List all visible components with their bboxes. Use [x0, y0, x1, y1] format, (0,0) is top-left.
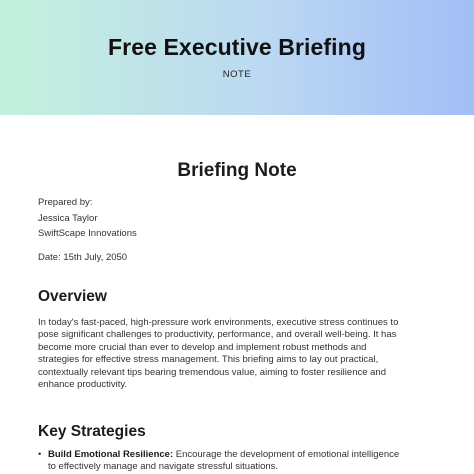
strategies-heading: Key Strategies — [38, 423, 146, 440]
strategy-text-continued: to effectively manage and navigate stressful situations. — [48, 461, 279, 473]
document-title: Briefing Note — [177, 160, 297, 181]
prepared-by-label: Prepared by: — [38, 197, 93, 208]
overview-line: enhance productivity. — [38, 379, 128, 391]
overview-line: contextually relevant tips bearing tremendous value, aiming to foster resilience and — [38, 366, 386, 378]
overview-line: become more crucial than ever to develop and implement robust methods and — [38, 341, 367, 353]
author-name: Jessica Taylor — [38, 212, 98, 224]
strategy-text: Encourage the development of emotional intelligence — [173, 449, 400, 460]
overview-line: strategies for effective stress management. This briefing aims to lay out practical, — [38, 354, 379, 366]
page-title: Free Executive Briefing — [108, 34, 366, 60]
bullet-icon: • — [38, 449, 42, 460]
prepared-by-block — [38, 195, 137, 242]
overview-line: pose significant challenges to productivity, performance, and overall well-being. It has — [38, 329, 397, 341]
overview-paragraph — [38, 317, 438, 391]
document-date: Date: 15th July, 2050 — [38, 252, 128, 263]
overview-heading: Overview — [38, 288, 107, 305]
page-subtitle: NOTE — [222, 69, 252, 80]
header-banner — [0, 0, 474, 115]
strategy-list-item — [38, 449, 468, 474]
strategy-title: Build Emotional Resilience: — [48, 449, 174, 460]
company-name: SwiftScape Innovations — [38, 228, 137, 239]
overview-line: In today's fast-paced, high-pressure work environments, executive stress continues to — [38, 317, 399, 328]
